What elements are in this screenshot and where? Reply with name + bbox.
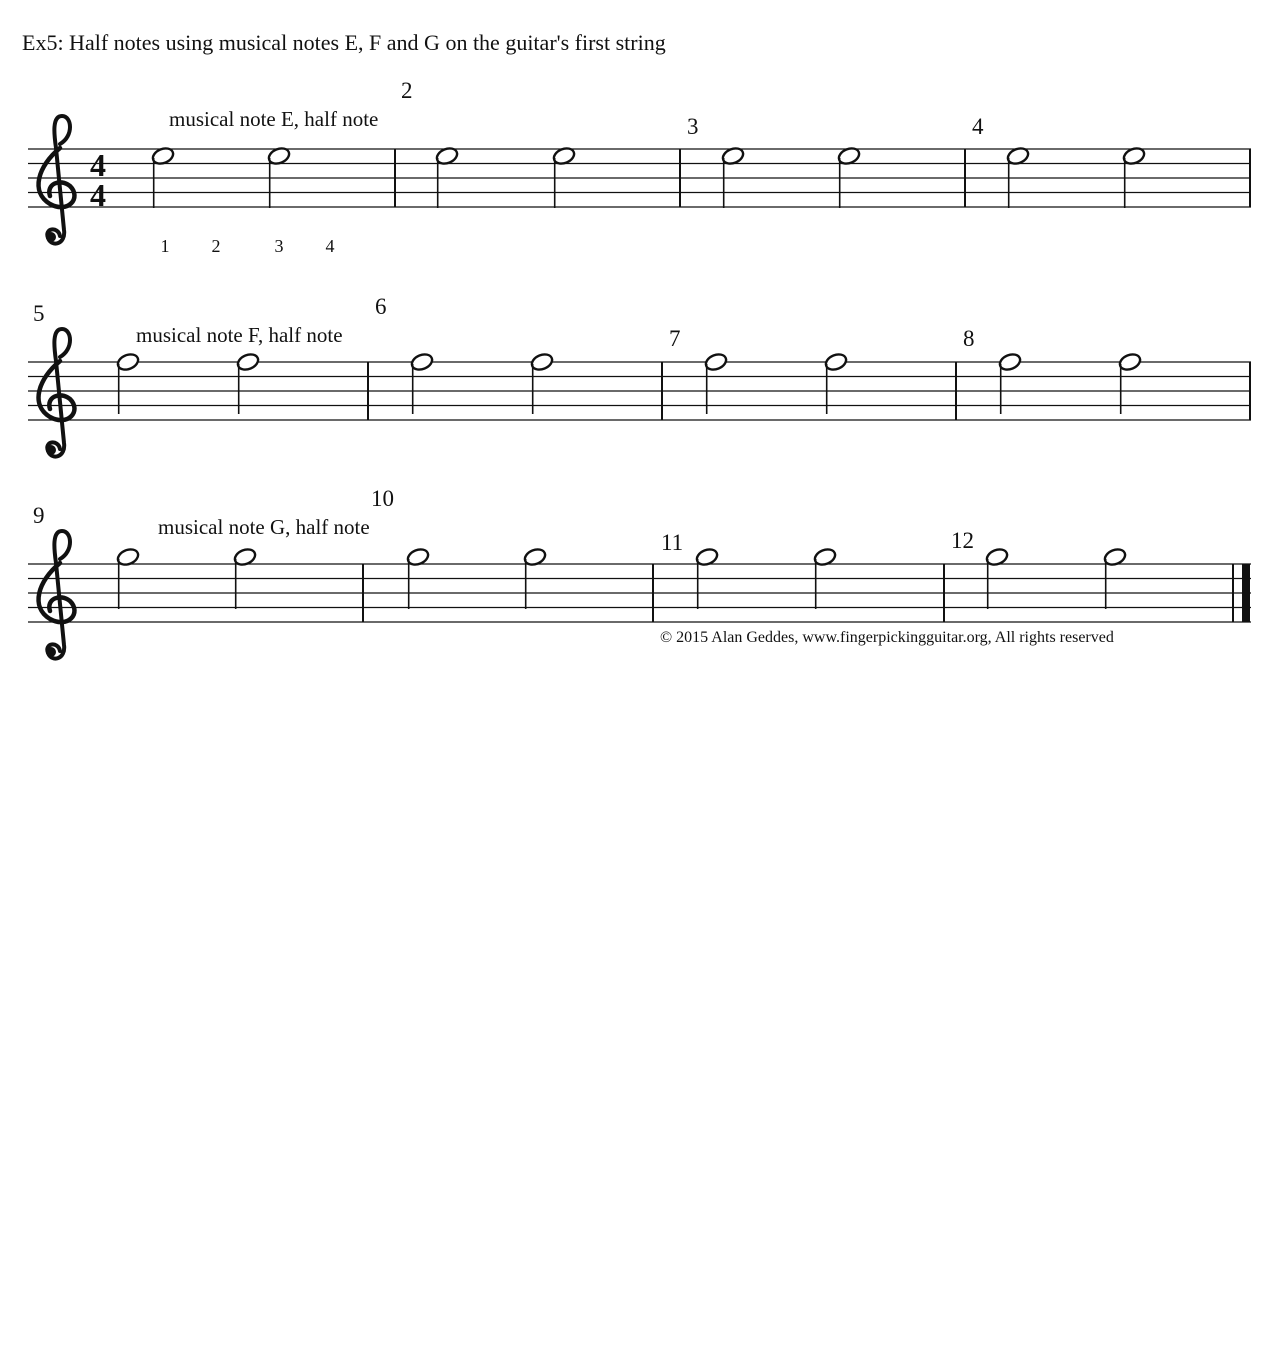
- count-label: 2: [211, 236, 221, 256]
- measure-number: 8: [963, 326, 975, 351]
- half-note-g: [523, 547, 548, 609]
- note-annotation: musical note F, half note: [136, 323, 343, 347]
- treble-clef-icon: [39, 531, 75, 659]
- half-note-f: [824, 352, 849, 414]
- measure-number: 2: [401, 78, 413, 103]
- time-signature-bottom: 4: [90, 177, 106, 213]
- staff-lines: [28, 564, 1251, 622]
- half-note-e: [1122, 146, 1147, 208]
- half-note-e: [837, 146, 862, 208]
- half-note-g: [406, 547, 431, 609]
- measure-number: 7: [669, 326, 681, 351]
- measure-number: 11: [661, 530, 684, 555]
- final-barline: [1242, 564, 1250, 622]
- staff-system-1: [28, 78, 1251, 256]
- measure-number: 5: [33, 301, 45, 326]
- measure-number: 12: [951, 528, 974, 553]
- half-note-g: [985, 547, 1010, 609]
- half-note-f: [704, 352, 729, 414]
- staff-system-2: [28, 294, 1251, 457]
- measure-number: 6: [375, 294, 387, 319]
- half-note-f: [998, 352, 1023, 414]
- half-note-f: [1118, 352, 1143, 414]
- half-note-g: [1103, 547, 1128, 609]
- note-annotation: musical note E, half note: [169, 107, 379, 131]
- half-note-g: [813, 547, 838, 609]
- half-note-g: [695, 547, 720, 609]
- half-note-f: [410, 352, 435, 414]
- treble-clef-icon: [39, 116, 75, 244]
- half-note-e: [151, 146, 176, 208]
- treble-clef-icon: [39, 329, 75, 457]
- staff-lines: [28, 362, 1251, 420]
- measure-number: 3: [687, 114, 699, 139]
- half-note-e: [267, 146, 292, 208]
- count-label: 4: [325, 236, 335, 256]
- count-label: 3: [274, 236, 284, 256]
- half-note-f: [116, 352, 141, 414]
- half-note-g: [233, 547, 258, 609]
- staff-system-3: [28, 486, 1251, 659]
- half-note-g: [116, 547, 141, 609]
- time-signature-top: 4: [90, 147, 106, 183]
- half-note-e: [1006, 146, 1031, 208]
- half-note-e: [435, 146, 460, 208]
- exercise-title: Ex5: Half notes using musical notes E, F and G on the guitar's first string: [22, 30, 666, 55]
- half-note-e: [552, 146, 577, 208]
- copyright-notice: © 2015 Alan Geddes, www.fingerpickingguitar.org, All rights reserved: [660, 629, 1114, 646]
- half-note-f: [236, 352, 261, 414]
- measure-number: 10: [371, 486, 394, 511]
- measure-number: 4: [972, 114, 984, 139]
- count-label: 1: [160, 236, 170, 256]
- measure-number: 9: [33, 503, 45, 528]
- half-note-f: [530, 352, 555, 414]
- staff-lines: [28, 149, 1251, 207]
- half-note-e: [721, 146, 746, 208]
- note-annotation: musical note G, half note: [158, 515, 370, 539]
